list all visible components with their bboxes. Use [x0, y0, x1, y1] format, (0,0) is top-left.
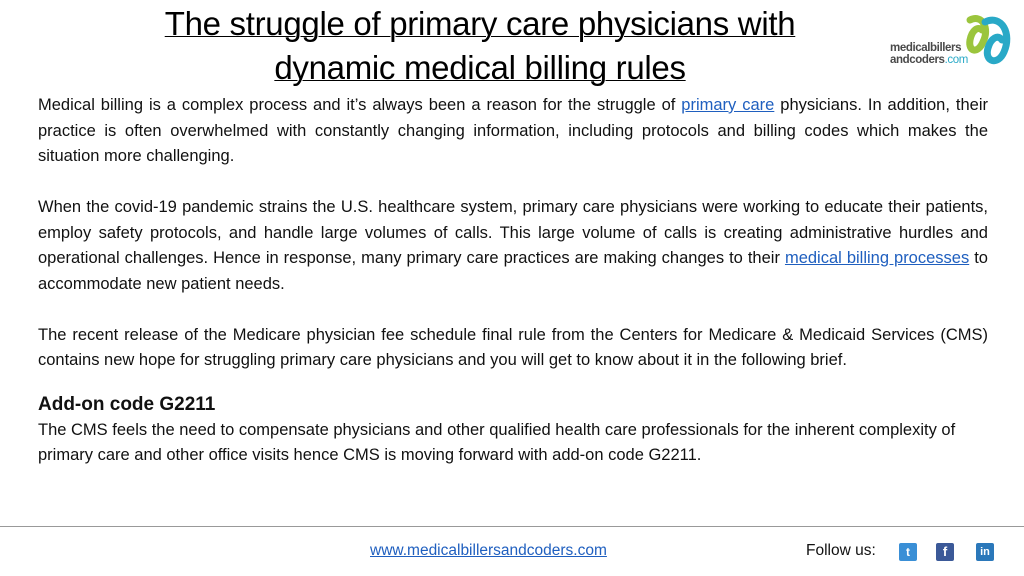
facebook-icon[interactable]: f: [936, 543, 954, 561]
footer-website-link[interactable]: www.medicalbillersandcoders.com: [370, 542, 607, 559]
medical-billing-processes-link[interactable]: medical billing processes: [784, 249, 970, 267]
linkedin-icon[interactable]: in: [976, 543, 994, 561]
paragraph-1-text-b: physicians. In addition, their practice is often overwhelmed with constantly changing information, including protocols and billing codes which makes the situation more challenging.: [38, 96, 988, 165]
company-logo[interactable]: [890, 12, 1016, 72]
paragraph-2-text-a: When the covid-19 pandemic strains the U.S. healthcare system, primary care physicians were working to educate their patients, employ safety protocols, and handle large volumes of calls. This large volume of calls is creating administrative hurdles and operational challenges. Hence in response, many primary care practices are making changes to their: [38, 198, 988, 267]
page-title: [60, 2, 900, 90]
twitter-icon[interactable]: t: [899, 543, 917, 561]
title-line-2: dynamic medical billing rules: [274, 49, 686, 86]
paragraph-1-text-a: Medical billing is a complex process and it’s always been a reason for the struggle of: [38, 96, 682, 114]
follow-us-label: Follow us:: [806, 542, 876, 559]
paragraph-1: [38, 93, 988, 170]
section-heading: Add-on code G2211: [38, 393, 216, 415]
primary-care-link[interactable]: primary care: [681, 96, 775, 114]
article-body: [38, 93, 988, 469]
paragraph-3: The recent release of the Medicare physician fee schedule final rule from the Centers for Medicare & Medicaid Services (CMS) contains new hope for struggling primary care physicians and you will get to know about it in the following brief.: [38, 325, 988, 369]
logo-line-2-main: andcoders: [890, 54, 945, 66]
paragraph-4: The CMS feels the need to compensate physicians and other qualified health care professionals for the inherent complexity of primary care and other office visits hence CMS is moving forward with add-on code G2211.: [38, 420, 956, 464]
logo-line-2: [890, 54, 968, 66]
paragraph-2: [38, 195, 988, 297]
logo-wordmark: [890, 42, 968, 66]
logo-line-1: medicalbillers: [890, 42, 962, 54]
footer-divider: [0, 526, 1024, 527]
title-line-1: The struggle of primary care physicians with: [164, 5, 796, 42]
paragraph-2-text-b: to accommodate new patient needs.: [38, 249, 988, 293]
logo-line-2-suffix: .com: [944, 54, 968, 66]
